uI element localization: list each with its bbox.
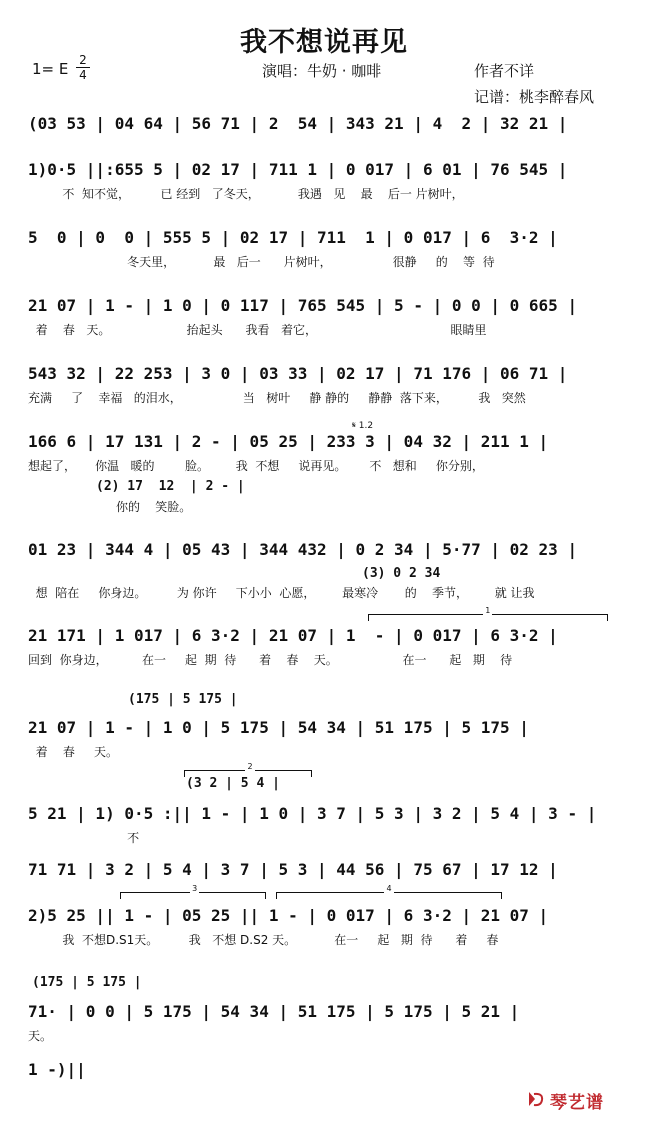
volta-bracket-2: 2 [184,770,312,777]
notation-line: 166 6 | 17 131 | 2 - | 05 25 | 233 3 | 04 32 | 211 1 | [28,432,549,451]
lyric-line: 着 春 天。 抬起头 我看 着它， 眼睛里 [28,323,487,337]
staff-line-8 [28,626,613,667]
staff-line-4 [28,296,613,337]
composer-credit: 作者不详 [474,62,535,80]
notation-line: 21 07 | 1 - | 1 0 | 0 117 | 765 545 | 5 - | 0 0 | 0 665 | [28,296,578,315]
staff-line-9 [28,718,613,759]
lyric-line: 想起了， 你温 暖的 脸。 我 不想 说再见。 不 想和 你分别， [28,459,484,473]
interlude-fragment-b: (3 2 | 5 4 | [186,776,280,791]
lyric-line: 着 春 天。 [28,745,118,759]
lyric-line: 天。 [28,1029,53,1043]
logo-icon [526,1089,546,1109]
lyric-line: 回到 你身边， 在一 起 期 待 着 春 天。 在一 起 期 待 [28,653,513,667]
logo-text: 琴艺谱 [550,1093,604,1113]
time-signature-top: 2 [79,53,87,67]
staff-line-14 [28,1060,613,1090]
notation-line: 5 0 | 0 0 | 555 5 | 02 17 | 711 1 | 0 017 | 6 3·2 | [28,228,558,247]
notation-line: 1)0·5 ||:655 5 | 02 17 | 711 1 | 0 017 | 6 01 | 76 545 | [28,160,568,179]
lyric-line: 充满 了 幸福 的泪水， 当 树叶 静 静的 静静 落下来， 我 突然 [28,391,526,405]
volta-bracket-1: 1 [368,614,608,621]
lyric-line: 冬天里， 最 后一 片树叶， 很静 的 等 待 [28,255,495,269]
interlude-fragment-c: (175 | 5 175 | [32,975,142,990]
staff-line-3 [28,228,613,269]
staff-line-1 [28,114,613,144]
notation-line: 21 171 | 1 017 | 6 3·2 | 21 07 | 1 - | 0 017 | 6 3·2 | [28,626,558,645]
lyric-line: 我 不想D.S1天。 我 不想 D.S2 天。 在一 起 期 待 着 春 [28,933,499,947]
notation-line: (03 53 | 04 64 | 56 71 | 2 54 | 343 21 | 4 2 | 32 21 | [28,114,568,133]
staff-line-6 [28,432,613,473]
notation-line: 71· | 0 0 | 5 175 | 54 34 | 51 175 | 5 175 | 5 21 | [28,1002,520,1021]
volta-bracket-3: 3 [120,892,266,899]
key-signature: 1= E [32,60,69,78]
staff-line-2 [28,160,613,201]
staff-line-13 [28,1002,613,1043]
staff-line-5 [28,364,613,405]
interlude-fragment-a: (175 | 5 175 | [128,692,238,707]
lyric-line: 想 陪在 你身边。 为 你许 下小小 心愿， 最寒冷 的 季节， 就 让我 [28,586,535,600]
transcriber-credit: 记谱：桃李醉春风 [474,88,595,106]
notation-line: 21 07 | 1 - | 1 0 | 5 175 | 54 34 | 51 175 | 5 175 | [28,718,529,737]
segno-mark: 𝄋 1.2 [352,421,374,431]
time-signature-bottom: 4 [79,68,87,82]
song-title: 我不想说再见 [240,27,408,58]
variant-2-notation: (2) 17 12 | 2 - | [96,479,245,494]
lyric-line: 不 知不觉， 已 经到 了冬天， 我遇 见 最 后一 片树叶， [28,187,464,201]
time-signature [76,54,90,81]
notation-line: 71 71 | 3 2 | 5 4 | 3 7 | 5 3 | 44 56 | 75 67 | 17 12 | [28,860,558,879]
staff-line-12 [28,906,613,947]
notation-line: 1 -)|| [28,1060,86,1079]
volta-bracket-4: 4 [276,892,502,899]
notation-line: 01 23 | 344 4 | 05 43 | 344 432 | 0 2 34 | 5·77 | 02 23 | [28,540,578,559]
singer-credit: 演唱：牛奶 · 咖啡 [262,62,382,80]
notation-line: 2)5 25 || 1 - | 05 25 || 1 - | 0 017 | 6 3·2 | 21 07 | [28,906,549,925]
lyric-line: 不 [28,831,140,845]
site-logo [526,1087,626,1111]
variant-2-lyric: 你的 笑脸。 [116,500,192,514]
staff-line-11 [28,860,613,890]
notation-line: 543 32 | 22 253 | 3 0 | 03 33 | 02 17 | 71 176 | 06 71 | [28,364,568,383]
staff-line-10 [28,804,613,845]
variant-3-notation: (3) 0 2 34 [362,566,441,581]
notation-line: 5 21 | 1) 0·5 :|| 1 - | 1 0 | 3 7 | 5 3 | 3 2 | 5 4 | 3 - | [28,804,597,823]
